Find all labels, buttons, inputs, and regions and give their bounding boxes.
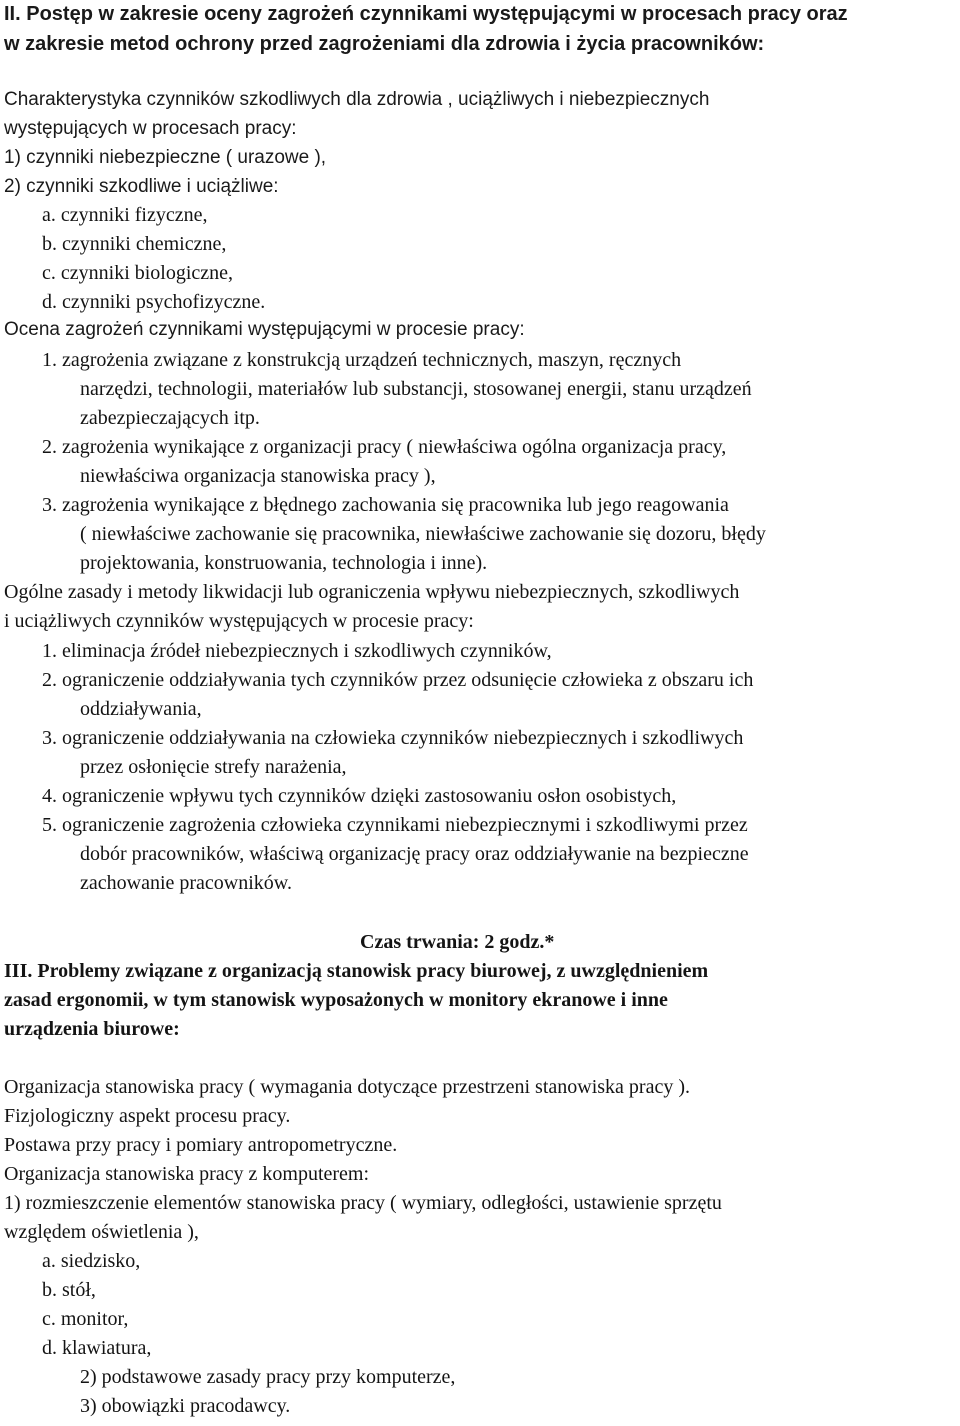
element-table: b. stół, (42, 1279, 96, 1301)
rule-3-line-1: 3. ograniczenie oddziaływania na człowieka czynników niebezpiecznych i szkodliwych (42, 727, 744, 749)
factor-harmful: 2) czynniki szkodliwe i uciążliwe: (4, 176, 279, 197)
rule-1: 1. eliminacja źródeł niebezpiecznych i szkodliwych czynników, (42, 640, 552, 662)
assessment-item-1-line-3: zabezpieczających itp. (80, 407, 260, 429)
topic-physiology: Fizjologiczny aspekt procesu pracy. (4, 1105, 291, 1127)
rule-4: 4. ograniczenie wpływu tych czynników dzięki zastosowaniu osłon osobistych, (42, 785, 677, 807)
element-keyboard: d. klawiatura, (42, 1337, 152, 1359)
positioning-line-2: względem oświetlenia ), (4, 1221, 199, 1243)
assessment-heading: Ocena zagrożeń czynnikami występującymi w procesie pracy: (4, 319, 525, 340)
element-monitor: c. monitor, (42, 1308, 129, 1330)
rule-3-line-2: przez osłonięcie strefy narażenia, (80, 756, 347, 778)
rule-2-line-1: 2. ograniczenie oddziaływania tych czynników przez odsunięcie człowieka z obszaru ich (42, 669, 754, 691)
section-2-heading-line-2: w zakresie metod ochrony przed zagrożeniami dla zdrowia i życia pracowników: (4, 33, 765, 55)
section-3-heading-line-3: urządzenia biurowe: (4, 1018, 180, 1040)
topic-computer-workstation: Organizacja stanowiska pracy z komputerem: (4, 1163, 370, 1185)
assessment-item-3-line-3: projektowania, konstruowania, technologia i inne). (80, 552, 488, 574)
rule-5-line-3: zachowanie pracowników. (80, 872, 292, 894)
characteristics-line-2: występujących w procesach pracy: (4, 118, 297, 139)
rules-heading-line-1: Ogólne zasady i metody likwidacji lub ograniczenia wpływu niebezpiecznych, szkodliwych (4, 581, 740, 603)
factor-chemical: b. czynniki chemiczne, (42, 233, 227, 255)
factor-biological: c. czynniki biologiczne, (42, 262, 234, 284)
element-seat: a. siedzisko, (42, 1250, 141, 1272)
section-3-heading-line-2: zasad ergonomii, w tym stanowisk wyposażonych w monitory ekranowe i inne (4, 989, 668, 1011)
topic-posture: Postawa przy pracy i pomiary antropometryczne. (4, 1134, 398, 1156)
rule-2-line-2: oddziaływania, (80, 698, 202, 720)
topic-workstation-space: Organizacja stanowiska pracy ( wymagania dotyczące przestrzeni stanowiska pracy ). (4, 1076, 690, 1098)
characteristics-line-1: Charakterystyka czynników szkodliwych dla zdrowia , uciążliwych i niebezpiecznych (4, 89, 710, 110)
factor-physical: a. czynniki fizyczne, (42, 204, 208, 226)
duration-label: Czas trwania: 2 godz.* (360, 931, 555, 953)
factor-dangerous: 1) czynniki niebezpieczne ( urazowe ), (4, 147, 327, 168)
assessment-item-1-line-1: 1. zagrożenia związane z konstrukcją urządzeń technicznych, maszyn, ręcznych (42, 349, 682, 371)
assessment-item-3-line-2: ( niewłaściwe zachowanie się pracownika, niewłaściwe zachowanie się dozoru, błędy (80, 523, 766, 545)
employer-duties: 3) obowiązki pracodawcy. (80, 1395, 291, 1417)
assessment-item-1-line-2: narzędzi, technologii, materiałów lub substancji, stosowanej energii, stanu urządzeń (80, 378, 752, 400)
section-2-heading-line-1: II. Postęp w zakresie oceny zagrożeń czynnikami występującymi w procesach pracy oraz (4, 3, 848, 25)
rules-heading-line-2: i uciążliwych czynników występujących w procesie pracy: (4, 610, 474, 632)
section-3-heading-line-1: III. Problemy związane z organizacją stanowisk pracy biurowej, z uwzględnieniem (4, 960, 709, 982)
assessment-item-3-line-1: 3. zagrożenia wynikające z błędnego zachowania się pracownika lub jego reagowania (42, 494, 729, 516)
rule-5-line-1: 5. ograniczenie zagrożenia człowieka czynnikami niebezpiecznymi i szkodliwymi przez (42, 814, 748, 836)
rule-5-line-2: dobór pracowników, właściwą organizację pracy oraz oddziaływanie na bezpieczne (80, 843, 749, 865)
factor-psychophysical: d. czynniki psychofizyczne. (42, 291, 266, 313)
assessment-item-2-line-2: niewłaściwa organizacja stanowiska pracy ), (80, 465, 436, 487)
assessment-item-2-line-1: 2. zagrożenia wynikające z organizacji pracy ( niewłaściwa ogólna organizacja pracy, (42, 436, 727, 458)
computer-work-basics: 2) podstawowe zasady pracy przy komputerze, (80, 1366, 456, 1388)
positioning-line-1: 1) rozmieszczenie elementów stanowiska pracy ( wymiary, odległości, ustawienie sprzętu (4, 1192, 722, 1214)
